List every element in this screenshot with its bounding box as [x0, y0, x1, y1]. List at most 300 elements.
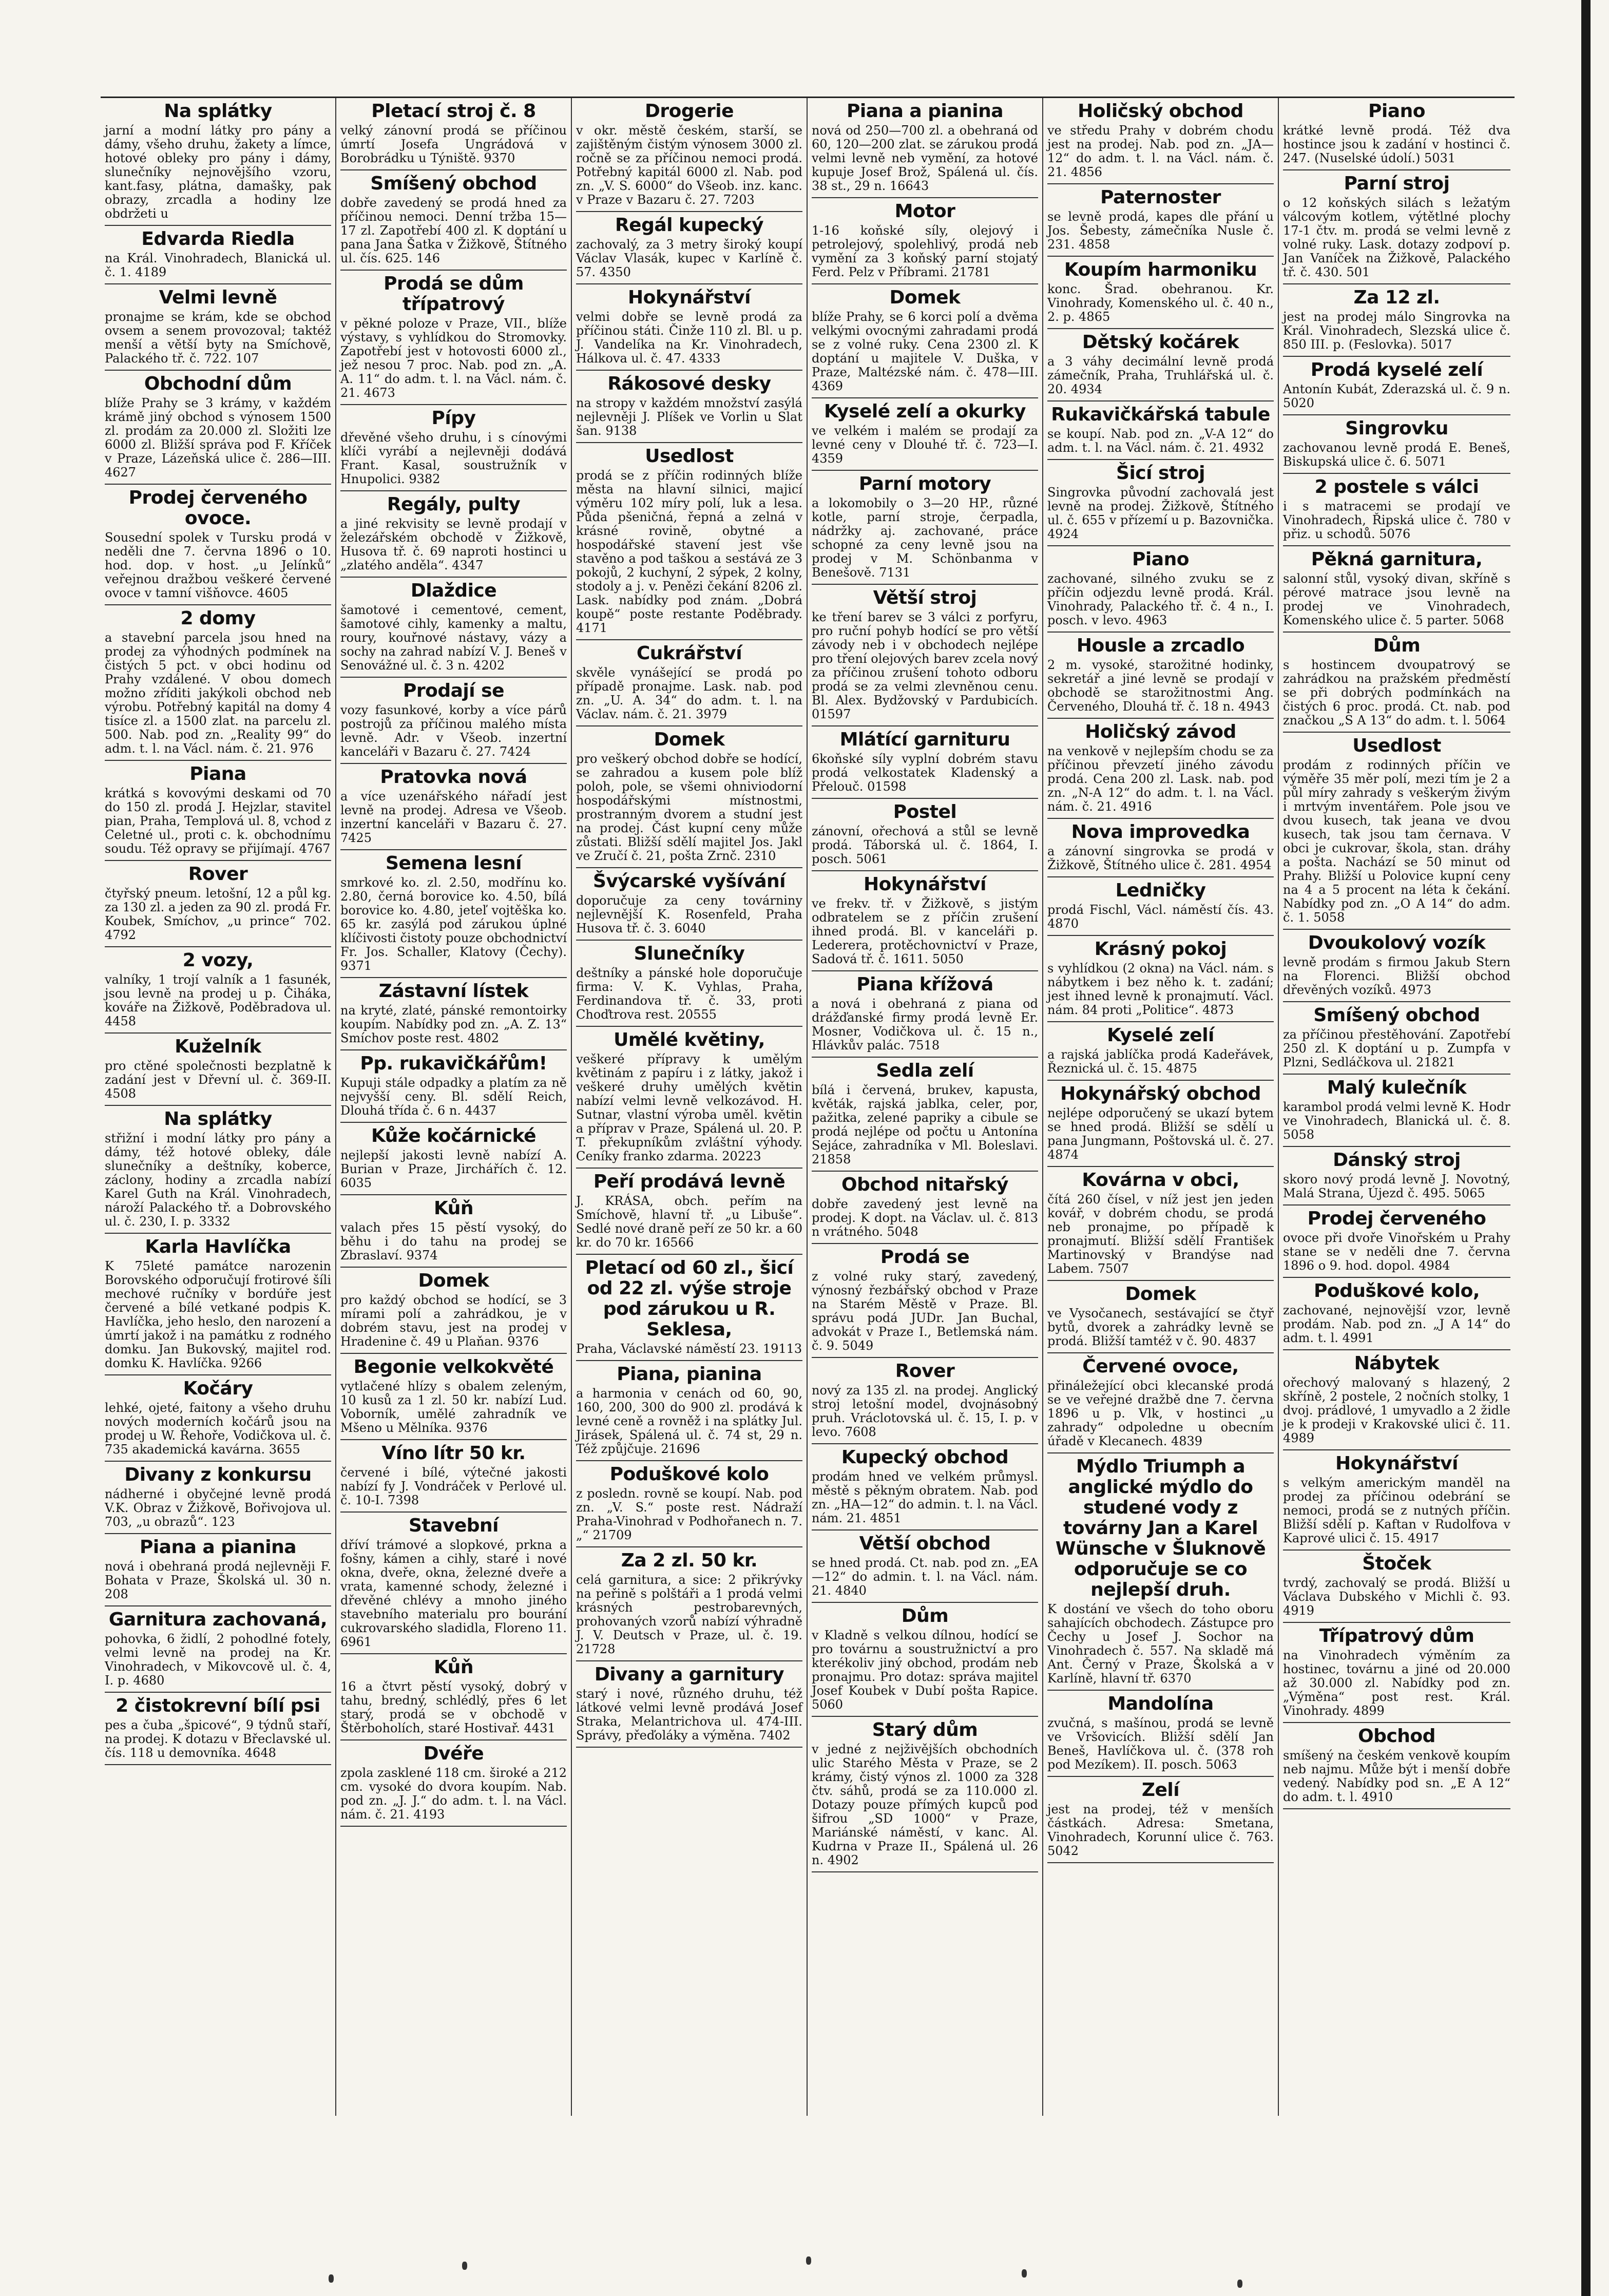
- classified-ad: [105, 1034, 331, 1106]
- classified-ad: [1047, 936, 1274, 1022]
- ad-body: o 12 koňských silách s ležatým válcovým kotlem, výtětlné plochy 17-1 čtv. m. prodá se velmi levně z volné ruky. Lask. dotazy zodpoví p. Jan Vaníček na Žižkově, Palackého tř. č. 430. 501: [1283, 196, 1510, 279]
- ad-title: Prodej červeného ovoce.: [128, 487, 308, 529]
- print-dot: [1022, 2269, 1027, 2278]
- classified-ad: [1047, 1453, 1274, 1691]
- ad-body: ovoce při dvoře Vinořském u Prahy stane se v neděli dne 7. června 1896 o 9. hod. dopol. 4984: [1283, 1231, 1510, 1273]
- classified-ad: [812, 871, 1038, 971]
- ad-title: Třípatrový dům: [1319, 1625, 1474, 1647]
- ad-body: blíže Prahy, se 6 korci polí a dvěma velkými ovocnými zahradami prodá se z volné ruky. Cena 2300 zl. K doptání u majitele V. Duška, v Praze, Maltézské nám. č. 478—III. 4369: [812, 310, 1038, 393]
- ad-title: Piana: [189, 763, 246, 785]
- ad-body: K dostání ve všech do toho oboru sahajících obchodech. Zástupce pro Čechy u Josef J. Sochor na Vinohradech č. 557. Na skladě má Ant. Černý v Praze, Školská a v Karlíně, hlavní tř. 6370: [1047, 1602, 1274, 1686]
- classified-ad: [576, 1255, 802, 1361]
- classified-ad: [105, 485, 331, 605]
- ad-body: smíšený na českém venkově koupím neb najmu. Může být i menší dobře vedený. Nabídky pod sn. „E A 12“ do adm. t. l. 4910: [1283, 1748, 1510, 1804]
- classified-ad: [1283, 170, 1510, 284]
- classified-ad: [1047, 1022, 1274, 1081]
- classified-ad: [812, 1603, 1038, 1717]
- ad-title: Rákosové desky: [607, 373, 771, 394]
- ad-title: Pípy: [431, 408, 476, 429]
- ad-body: a více uzenářského nářadí jest levně na prodej. Adresa ve Všeob. inzertní kanceláři v Bazaru č. 27. 7425: [340, 789, 567, 845]
- ad-body: a 3 váhy decimální levně prodá zámečník, Praha, Truhlářská ul. č. 20. 4934: [1047, 354, 1274, 396]
- classified-ad: [1283, 1206, 1510, 1278]
- column-6: [1279, 98, 1515, 2116]
- classified-ad: [576, 726, 802, 868]
- classified-ad: [105, 1106, 331, 1234]
- classified-ad: [105, 1234, 331, 1375]
- ad-title: Větší stroj: [873, 587, 977, 608]
- ad-body: K 75leté památce narozenin Borovského odporučují frotirové šíli mechové ručníky v bordúře jest červené a bílé vetkané podpis K. Havlíčka, jeho heslo, den narození a úmrtí jakož i na památku z rodného domku. Jan Bukovský, majitel rod. domku K. Havlíčka. 9266: [105, 1259, 331, 1370]
- ad-title: Regál kupecký: [615, 215, 764, 236]
- ad-body: ve Vysočanech, sestávající se čtyř bytů, dvorek a zahrádky levně se prodá. Bližší tamtéž v č. 90. 4837: [1047, 1306, 1274, 1348]
- classified-ad: [105, 1606, 331, 1693]
- ad-title: Piana a pianina: [846, 101, 1004, 122]
- ad-title: Begonie velkokvěté: [353, 1356, 554, 1377]
- classified-ad: [812, 1717, 1038, 1872]
- ad-body: ve velkém i malém se prodají za levné ceny v Dlouhé tř. č. 723—I. 4359: [812, 424, 1038, 466]
- ad-body: skvěle vynášející se prodá po případě pronajme. Lask. nab. pod zn. „U. A. 34“ do adm. t. l. na Václav. nám. č. 21. 3979: [576, 665, 802, 721]
- classified-ad: [812, 198, 1038, 284]
- ad-title: Prodá se dům třípatrový: [384, 273, 524, 315]
- classified-ad: [340, 491, 567, 578]
- classified-ad: [1047, 1281, 1274, 1353]
- classified-ad: [576, 868, 802, 941]
- ad-body: velký zánovní prodá se příčinou úmrtí Josefa Ungrádová v Borobrádku u Týniště. 9370: [340, 123, 567, 165]
- ad-body: zachované, silného zvuku se z příčin odjezdu levně prodá. Král. Vinohrady, Palackého tř. č. 4 n., I. posch. v levo. 4963: [1047, 571, 1274, 627]
- ad-body: bílá i červená, brukev, kapusta, květák, rajská jablka, celer, por, pažitka, zelené papriky a cibule se prodá nejlépe od počtu u Antonína Sejáce, zahradníka v Ml. Boleslavi. 21858: [812, 1083, 1038, 1166]
- ad-body: a jiné rekvisity se levně prodají v železářském obchodě v Žižkově, Husova tř. č. 69 naproti hostinci u „zlatého anděla“. 4347: [340, 516, 567, 572]
- ad-title: Na splátky: [164, 1108, 272, 1130]
- classified-ad: [340, 678, 567, 764]
- ad-body: na Král. Vinohradech, Blanická ul. č. 1. 4189: [105, 251, 331, 279]
- classified-ad: [340, 1195, 567, 1268]
- ad-body: střižní i modní látky pro pány a dámy, též hotové obleky, dále slunečníky a deštníky, koberce, záclony, hodiny a zrcadla nabízí Karel Guth na Král. Vinohradech, nároží Palackého tř. a Dobrovského ul. č. 230, I. p. 3332: [105, 1131, 331, 1229]
- classified-ad: [812, 284, 1038, 398]
- classified-ad: [1283, 1551, 1510, 1623]
- ad-title: Šicí stroj: [1116, 463, 1205, 484]
- ad-title: Slunečníky: [634, 943, 745, 964]
- classified-ad: [1283, 1350, 1510, 1450]
- ad-body: krátká s kovovými deskami od 70 do 150 zl. prodá J. Hejzlar, stavitel pian, Praha, Templová ul. 8, vchod z Celetné ul., proti c. k. obchodnímu soudu. Též opravy se přijímají. 4767: [105, 786, 331, 856]
- ad-title: Nábytek: [1354, 1353, 1440, 1374]
- classified-ad: [1283, 546, 1510, 633]
- ad-body: jest na prodej, též v menších částkách. Adresa: Smetana, Vinohradech, Korunní ulice č. 763. 5042: [1047, 1802, 1274, 1858]
- ad-body: prodám hned ve velkém průmysl. městě s pěkným obratem. Nab. pod zn. „HA—12“ do admin. t. l. na Václ. nám. 21. 4851: [812, 1469, 1038, 1525]
- classified-ad: [812, 1244, 1038, 1358]
- ad-title: Piana křížová: [856, 974, 993, 995]
- classified-ad: [1047, 257, 1274, 329]
- ad-title: Za 2 zl. 50 kr.: [621, 1550, 758, 1571]
- classified-ad: [576, 640, 802, 726]
- ad-title: Housle a zrcadlo: [1076, 635, 1245, 656]
- classified-ad: [812, 726, 1038, 799]
- ad-body: 2 m. vysoké, starožitné hodinky, sekretář a jiné levně se prodají v obchodě se starožitnostmi Ang. Červeného, Dlouhá tř. č. 18 n. 4943: [1047, 658, 1274, 714]
- ad-body: nová od 250—700 zl. a obehraná od 60, 120—200 zlat. se zárukou prodá velmi levně neb vymění, za hotové kupuje Josef Brož, Spálená ul. čís. 38 st., 29 n. 16643: [812, 123, 1038, 193]
- ad-body: prodá se z příčin rodinných blíže města na hlavní silnici, majicí výměru 102 míry polí, luk a lesa. Půda pšeničná, řepná a zelná v krásné rovině, obytné a hospodářské stavení jest vše stavěno a pod taškou a sestává ze 3 pokojů, 2 kuchyní, 2 sýpek, 2 kolny, stodoly a j. v. Penězi čekání 8206 zl. Lask. nabídky pod znám. „Dobrá koupě“ poste restante Poděbrady. 4171: [576, 468, 802, 635]
- print-dot: [806, 2256, 811, 2265]
- ad-body: nejlepší jakosti levně nabízí A. Burian v Praze, Jirchářích č. 12. 6035: [340, 1148, 567, 1190]
- ad-title: Dvoukolový vozík: [1308, 932, 1486, 953]
- ad-body: pro ctěné společnosti bezplatně k zadání jest v Dřevní ul. č. 369-II. 4508: [105, 1059, 331, 1101]
- classified-ad: [340, 1354, 567, 1440]
- ad-body: s hostincem dvoupatrový se zahrádkou na pražském předměstí se při dobrých podmínkách na čistých 6 proc. prodá. Ct. nab. pod značkou „S A 13“ do adm. t. l. 5064: [1283, 658, 1510, 728]
- ad-body: 1-16 koňské síly, olejový i petrolejový, spolehlivý, prodá neb vymění za 3 koňský parní stojatý Ferd. Pelz v Příbrami. 21781: [812, 223, 1038, 279]
- ad-title: Mlátící garnituru: [839, 729, 1010, 750]
- ad-title: Holičský obchod: [1078, 101, 1243, 122]
- classified-ad: [1047, 98, 1274, 184]
- classified-ad: [340, 1050, 567, 1123]
- ad-body: ve středu Prahy v dobrém chodu jest na prodej. Nab. pod zn. „JA—12“ do adm. t. l. na Václ. nám. č. 21. 4856: [1047, 123, 1274, 179]
- ad-body: nádherné i obyčejné levně prodá V.K. Obraz v Žižkově, Bořivojova ul. 703, „u obrazů“. 123: [105, 1487, 331, 1529]
- ad-title: Víno lítr 50 kr.: [381, 1443, 526, 1464]
- ad-title: Sedla zelí: [876, 1060, 974, 1081]
- ad-body: Singrovka původní zachovalá jest levně na prodej. Žižkově, Štítného ul. č. 655 v přízemí u p. Bazovnička. 4924: [1047, 485, 1274, 541]
- ad-title: Usedlost: [645, 446, 734, 467]
- classified-ad: [1283, 1623, 1510, 1723]
- classified-ad: [1047, 877, 1274, 936]
- ad-body: se hned prodá. Ct. nab. pod zn. „EA—12“ do admin. t. l. na Václ. nám. 21. 4840: [812, 1556, 1038, 1598]
- ad-body: zpola zasklené 118 cm. široké a 212 cm. vysoké do dvora koupím. Nab. pod zn. „J. J.“ do adm. t. l. na Václ. nám. č. 21. 4193: [340, 1766, 567, 1822]
- classified-ad: [105, 371, 331, 485]
- classified-ad: [1283, 1147, 1510, 1206]
- ad-body: vozy fasunkové, korby a více párů postrojů za příčinou malého místa levně. Adr. v Všeob. inzertní kanceláři v Bazaru č. 27. 7424: [340, 703, 567, 759]
- classified-ad: [340, 271, 567, 405]
- ad-title: Obchod: [1358, 1726, 1435, 1747]
- classified-ad: [1283, 733, 1510, 930]
- ad-title: Štoček: [1362, 1553, 1431, 1574]
- ad-body: pro veškerý obchod dobře se hodící, se zahradou a kusem pole blíž poloh, pole, se všemi ohniviodorní hospodářskými místnostmi, prostranným dvorem a studní jest na prodej. Část kupní ceny může zůstati. Bližší sdělí majitel Jos. Jakl ve Zručí č. 21, pošta Zrnč. 2310: [576, 752, 802, 863]
- ad-body: Antonín Kubát, Zderazská ul. č. 9 n. 5020: [1283, 382, 1510, 410]
- classified-ad: [1047, 633, 1274, 719]
- ad-title: Drogerie: [644, 101, 734, 122]
- classified-ad: [340, 978, 567, 1050]
- classified-ad: [105, 1693, 331, 1765]
- ad-body: blíže Prahy se 3 krámy, v každém krámě jiný obchod s výnosem 1500 zl. prodám za 20.000 zl. Složiti lze 6000 zl. Bližší správa pod F. Kříček v Praze, Lázeňská ulice č. 286—III. 4627: [105, 396, 331, 480]
- ad-title: Semena lesní: [386, 853, 522, 874]
- ad-title: Dětský kočárek: [1082, 332, 1239, 353]
- ad-title: Holičský závod: [1085, 721, 1236, 742]
- ad-body: se koupí. Nab. pod zn. „V-A 12“ do adm. t. l. na Václ. nám. č. 21. 4932: [1047, 427, 1274, 455]
- column-1: [101, 98, 336, 2116]
- ad-body: na kryté, zlaté, pánské remontoirky koupím. Nabídky pod zn. „A. Z. 13“ Smíchov poste rest. 4802: [340, 1003, 567, 1045]
- ad-title: Malý kulečník: [1327, 1077, 1467, 1098]
- ad-title: Pěkná garnitura,: [1311, 549, 1483, 570]
- scan-edge: [1581, 0, 1591, 2296]
- ad-body: červené i bílé, výtečné jakosti nabízí fy J. Vondráček v Perlové ul. č. 10-I. 7398: [340, 1465, 567, 1507]
- ad-title: Mandolína: [1107, 1693, 1214, 1714]
- column-5: [1043, 98, 1279, 2116]
- ad-body: celá garnitura, a sice: 2 přikrývky na peřině s polštáři a 1 prodá velmi krásných pestrobarevných, prohovaných vzorů nabízí výhradně J. V. Deutsch v Praze, ul. č. 19. 21728: [576, 1573, 802, 1656]
- ad-title: Hokynářský obchod: [1060, 1083, 1261, 1104]
- ad-body: skoro nový prodá levně J. Novotný, Malá Strana, Újezd č. 495. 5065: [1283, 1172, 1510, 1200]
- ad-body: jarní a modní látky pro pány a dámy, všeho druhu, žakety a límce, hotové obleky pro pány i dámy, slunečníky nejnovějšího vzoru, kant.fasy, plátna, damašky, pak obrazy, zrcadla a hodiny lze obdržeti u: [105, 123, 331, 221]
- classified-ad: [105, 861, 331, 947]
- classified-ad: [812, 471, 1038, 585]
- classified-ad: [812, 971, 1038, 1058]
- ad-title: Edvarda Riedla: [141, 228, 295, 250]
- ad-body: se levně prodá, kapes dle přání u Jos. Šebesty, zámečníka Nusle č. 231. 4858: [1047, 209, 1274, 252]
- ad-body: pes a čuba „špicové“, 9 týdnů staří, na prodej. K dotazu v Břeclavské ul. čís. 118 u demovníka. 4648: [105, 1718, 331, 1760]
- ad-title: Prodá se: [880, 1247, 970, 1268]
- ad-body: zachované, nejnovější vzor, levně prodám. Nab. pod zn. „J A 14“ do adm. t. l. 4991: [1283, 1303, 1510, 1345]
- ad-body: lehké, ojeté, faitony a všeho druhu nových moderních kočárů jsou na prodej u W. Řehoře, Vodičkova ul. č. 735 akademická kavárna. 3655: [105, 1401, 331, 1457]
- ad-title: Kupecký obchod: [841, 1447, 1009, 1468]
- ad-body: nejlépe odporučený se ukazí bytem se hned prodá. Bližší se sdělí u pana Jungmann, Poštovská ul. č. 27. 4874: [1047, 1106, 1274, 1162]
- ad-body: a stavební parcela jsou hned na prodej za výhodných podmínek na čistých 5 pct. v obci hodinu od Prahy vzdálené. V obou domech možno zříditi jakýkoli obchod neb výrobu. Potřebný kapitál na domy 4 tisíce zl. a 1500 zlat. na parcelu zl. 500. Nab. pod zn. „Reality 99“ do adm. t. l. na Václ. nám. č. 21. 976: [105, 630, 331, 756]
- classified-ad: [812, 1530, 1038, 1603]
- classified-ad: [1283, 1002, 1510, 1075]
- ad-title: Cukrářství: [636, 643, 742, 664]
- ad-body: zánovní, ořechová a stůl se levně prodá. Táborská ul. č. 1864, I. posch. 5061: [812, 824, 1038, 866]
- classified-ad: [576, 1169, 802, 1255]
- classified-ad: [340, 1123, 567, 1195]
- classified-ad: [576, 1547, 802, 1661]
- classified-ad: [812, 1058, 1038, 1172]
- ad-title: Červené ovoce,: [1082, 1356, 1239, 1377]
- ad-title: Zelí: [1141, 1780, 1180, 1801]
- ad-title: Domek: [1125, 1284, 1196, 1305]
- ad-title: Hokynářství: [1335, 1453, 1458, 1474]
- classified-ad: [1283, 930, 1510, 1002]
- ad-title: Divany a garnitury: [594, 1664, 784, 1685]
- ad-body: ke tření barev se 3 válci z porfyru, pro ruční pohyb hodící se pro větší závody neb i v obchodech nejlépe pro tření olejových barev zcela nový za příčinou zrušení tohoto odboru prodá se za velmi zlevněnou cenu. Bl. Alex. Bydžovský v Pardubicích. 01597: [812, 610, 1038, 721]
- classified-ad: [1047, 460, 1274, 546]
- ad-title: Kuželník: [175, 1036, 261, 1057]
- classified-ad: [105, 98, 331, 226]
- ad-title: Prodej červeného: [1307, 1208, 1486, 1229]
- ad-title: Parní motory: [858, 473, 991, 494]
- ad-title: Kočáry: [183, 1378, 253, 1399]
- ad-title: Paternoster: [1100, 187, 1221, 208]
- ad-body: na stropy v každém množství zasýlá nejlevněji J. Plíšek ve Vorlin u Slat šan. 9138: [576, 396, 802, 438]
- ad-body: valníky, 1 trojí valník a 1 fasunék, jsou levně na prodej u p. Čiháka, kováře na Žižkově, Poděbradova ul. 4458: [105, 972, 331, 1028]
- ad-title: Poduškové kolo,: [1313, 1280, 1480, 1302]
- ad-body: v Kladně s velkou dílnou, hodící se pro továrnu a soustružnictví a pro kterékoliv jiný obchod, prodám neb pronajmu. Pro dotaz: správa majitel Josef Koubek v Dubí pošta Rapice. 5060: [812, 1628, 1038, 1712]
- classified-ad: [1047, 1691, 1274, 1777]
- ad-title: 2 domy: [180, 608, 256, 629]
- classified-ad: [340, 1440, 567, 1513]
- classified-columns: [101, 97, 1515, 2116]
- ad-body: nový za 135 zl. na prodej. Anglický stroj letošní model, dvojnásobný pruh. Vráclotovská ul. č. 15, I. p. v levo. 7608: [812, 1383, 1038, 1439]
- ad-body: pohovka, 6 židlí, 2 pohodlné fotely, velmi levně na prodej na Kr. Vinohradech, v Mikovcově ul. č. 4, I. p. 4680: [105, 1632, 331, 1688]
- classified-ad: [340, 1268, 567, 1354]
- ad-body: salonní stůl, vysoký divan, skříně s pérové matrace jsou levně na prodej ve Vinohradech, Komenského ulice č. 5 parter. 5068: [1283, 571, 1510, 627]
- ad-body: na Vinohradech výměním za hostinec, továrnu a jiné od 20.000 až 30.000 zl. Nabídky pod zn. „Výměna“ post rest. Král. Vinohrady. 4899: [1283, 1648, 1510, 1718]
- classified-ad: [105, 605, 331, 761]
- ad-title: Rover: [188, 864, 248, 885]
- ad-body: valach přes 15 pěstí vysoký, do běhu i do tahu na prodej se Zbraslaví. 9374: [340, 1220, 567, 1262]
- ad-body: velmi dobře se levně prodá za příčinou státi. Činže 110 zl. Bl. u p. J. Vandelíka na Kr. Vinohradech, Hálkova ul. č. 47. 4333: [576, 310, 802, 366]
- ad-body: ořechový malovaný s hlazený, 2 skříně, 2 postele, 2 nočních stolky, 1 dvoj. prádlové, 1 umyvadlo a 2 židle je k prodeji v Krakovské ulici č. 11. 4989: [1283, 1375, 1510, 1445]
- classified-ad: [105, 947, 331, 1034]
- classified-ad: [1283, 1075, 1510, 1147]
- ad-body: smrkové ko. zl. 2.50, modřínu ko. 2.80, černá borovice ko. 4.50, bílá borovice ko. 4.80, jeteľ vojtěška ko. 65 kr. zasýlá pod zárukou úplné klíčivosti čistoty pouze obchodnictví Fr. Jos. Schaller, Klatovy (Čechy). 9371: [340, 875, 567, 973]
- ad-title: Motor: [894, 201, 955, 222]
- ad-body: v pěkné poloze v Praze, VII., blíže výstavy, s vyhlídkou do Stromovky. Zapotřebí jest v hotovosti 6000 zl., jež nesou 7 proc. Nab. pod zn. „A. A. 11“ do adm. t. l. na Václ. nám. č. 21. 4673: [340, 316, 567, 400]
- column-3: [572, 98, 808, 2116]
- column-4: [808, 98, 1043, 2116]
- ad-body: s velkým americkým manděl na prodej za příčinou odebrání se nemoci, prodá se z nutných příčin. Bližší sdělí p. Kaftan v Rudolfova v Kaprové ulici č. 15. 4917: [1283, 1476, 1510, 1545]
- ad-title: Garnitura zachovaná,: [108, 1609, 328, 1630]
- classified-ad: [105, 284, 331, 371]
- classified-ad: [1047, 1353, 1274, 1453]
- ad-title: Obchodní dům: [144, 373, 292, 394]
- ad-body: zachovalý, za 3 metry široký koupí Václav Vlasák, kupec v Karlíně č. 57. 4350: [576, 237, 802, 279]
- ad-body: za příčinou přestěhování. Zapotřebí 250 zl. K doptání u p. Zumpfa v Plzni, Sedláčkova ul. 21821: [1283, 1027, 1510, 1069]
- ad-body: z posledn. rovně se koupí. Nab. pod zn. „V. S.“ poste rest. Nádraží Praha-Vinohrad v Podhořanech n. 7. „“ 21709: [576, 1486, 802, 1542]
- ad-title: Kovárna v obci,: [1082, 1170, 1239, 1191]
- ad-title: Dánský stroj: [1333, 1150, 1461, 1171]
- ad-title: Kyselé zelí a okurky: [823, 401, 1026, 422]
- ad-body: zachovanou levně prodá E. Beneš, Biskupská ulice č. 6. 5071: [1283, 441, 1510, 469]
- ad-body: pro každý obchod se hodící, se 3 mírami polí a zahrádkou, je v dobrém stavu, jest na prodej v Hradenine č. 49 u Plaňan. 9376: [340, 1293, 567, 1349]
- classified-ad: [576, 212, 802, 284]
- classified-ad: [340, 1654, 567, 1740]
- ad-title: Smíšený obchod: [1313, 1005, 1480, 1026]
- classified-ad: [576, 284, 802, 371]
- ad-title: Piano: [1132, 549, 1189, 570]
- ad-title: Mýdlo Triumph a anglické mýdlo do studené vody z továrny Jan a Karel Wünsche v Šluknově odporučuje se co nejlepší druh.: [1055, 1456, 1266, 1600]
- ad-body: Praha, Václavské náměstí 23. 19113: [576, 1342, 802, 1356]
- ad-title: Švýcarské vyšívání: [592, 871, 786, 892]
- classified-ad: [1047, 1167, 1274, 1281]
- ad-body: starý i nové, různého druhu, též látkové velmi levně prodává Josef Straka, Melantrichova ul. 474-III. Správy, přeďoláky a výměna. 7402: [576, 1687, 802, 1743]
- ad-title: Regály, pulty: [387, 494, 521, 515]
- ad-body: a rajská jablíčka prodá Kadeřávek, Řeznická ul. č. 15. 4875: [1047, 1047, 1274, 1076]
- ad-title: Piana, pianina: [617, 1364, 762, 1385]
- ad-title: Umělé květiny,: [614, 1029, 765, 1050]
- ad-body: levně prodám s firmou Jakub Stern na Florenci. Bližší obchod dřevěných vozíků. 4973: [1283, 955, 1510, 997]
- classified-ad: [105, 226, 331, 284]
- ad-body: dříví trámové a slopkové, prkna a fošny, kámen a cihly, staré i nové okna, dveře, okna, železné dveře a vrata, kamenné schody, železné i dřevěné chlévy a mnoho jiného stavebního materialu pro bourání cukrovarského sladidla, Floreno 11. 6961: [340, 1538, 567, 1649]
- ad-title: Singrovku: [1345, 418, 1448, 439]
- classified-ad: [812, 1358, 1038, 1444]
- ad-body: dobře zavedený jest levně na prodej. K dopt. na Václav. ul. č. 813 n vrátného. 5048: [812, 1197, 1038, 1239]
- ad-body: Sousední spolek v Tursku prodá v neděli dne 7. června 1896 o 10. hod. dop. v host. „u Jelínků“ veřejnou dražbou veškeré červené ovoce v tamní višňovce. 4605: [105, 530, 331, 600]
- ad-body: pronajme se krám, kde se obchod ovsem a senem provozoval; taktéž menší a větší byty na Smíchově, Palackého tř. č. 722. 107: [105, 310, 331, 366]
- ad-body: tvrdý, zachovalý se prodá. Bližší u Václava Dubského v Michli č. 93. 4919: [1283, 1576, 1510, 1618]
- ad-title: Smíšený obchod: [370, 173, 537, 194]
- ad-title: Piano: [1368, 101, 1425, 122]
- classified-ad: [340, 1740, 567, 1827]
- ad-title: Nova improvedka: [1071, 821, 1250, 843]
- ad-body: s vyhlídkou (2 okna) na Václ. nám. s nábytkem i bez něho k. t. zadání; jest ihned levně k pronajmutí. Václ. nám. 84 proti „Politice“. 4873: [1047, 961, 1274, 1017]
- ad-title: Dvéře: [423, 1743, 484, 1764]
- ad-title: Prodá kyselé zelí: [1310, 359, 1483, 380]
- ad-title: Karla Havlíčka: [145, 1236, 291, 1257]
- ad-body: deštníky a pánské hole doporučuje firma: V. K. Vyhlas, Praha, Ferdinandova tř. č. 33, proti Choďtrova rest. 20555: [576, 966, 802, 1022]
- classified-ad: [812, 1444, 1038, 1530]
- ad-body: dřevěné všeho druhu, i s cínovými klíči vyrábí a nejlevněji dodává Frant. Kasal, soustružník v Hnupolici. 9382: [340, 430, 567, 486]
- ad-title: Hokynářství: [864, 874, 986, 895]
- ad-body: doporučuje za ceny továrniny nejlevnější K. Rosenfeld, Praha Husova tř. č. 3. 6040: [576, 893, 802, 935]
- ad-body: jest na prodej málo Singrovka na Král. Vinohradech, Slezská ulice č. 850 III. p. (Feslovka). 5017: [1283, 310, 1510, 352]
- ad-title: Domek: [654, 729, 725, 750]
- ad-body: karambol prodá velmi levně K. Hodr ve Vinohradech, Blanická ul. č. 8. 5058: [1283, 1100, 1510, 1142]
- classified-ad: [576, 371, 802, 443]
- ad-title: Rover: [895, 1361, 955, 1382]
- ad-body: Kupuji stále odpadky a platím za ně nejvyšší ceny. Bl. sdělí Reich, Dlouhá třída č. 6 n. 4437: [340, 1076, 567, 1118]
- ad-title: Za 12 zl.: [1353, 287, 1440, 308]
- classified-ad: [576, 1461, 802, 1547]
- classified-ad: [1283, 98, 1510, 170]
- classified-ad: [812, 585, 1038, 726]
- classified-ad: [105, 1375, 331, 1462]
- ad-title: Postel: [893, 801, 957, 822]
- print-dot: [329, 2274, 334, 2283]
- classified-ad: [1047, 546, 1274, 633]
- classified-ad: [1047, 1777, 1274, 1863]
- classified-ad: [576, 443, 802, 640]
- ad-title: Kůň: [433, 1657, 474, 1678]
- ad-body: přináležející obci klecanské prodá se ve veřejné dražbě dne 7. června 1896 u p. Vlk, v hostinci „u zahrady“ odpoledne u obecním úřadě v Klecanech. 4839: [1047, 1379, 1274, 1448]
- ad-body: z volné ruky starý, zavedený, výnosný řezbářský obchod v Praze na Starém Městě v Praze. Bl. správu podá JUDr. Jan Buchal, advokát v Praze I., Betlemská nám. č. 9. 5049: [812, 1269, 1038, 1353]
- ad-title: Poduškové kolo: [609, 1464, 769, 1485]
- ad-body: vytlačené hlízy s obalem zeleným, 10 kusů za 1 zl. 50 kr. nabízí Lud. Voborník, umělé zahradník ve Mšeno u Mělníka. 9376: [340, 1379, 567, 1435]
- classified-ad: [1047, 184, 1274, 257]
- ad-body: J. KRÁSA, obch. peřím na Smíchově, hlavní tř. „u Libuše“. Sedlé nové draně peří ze 50 kr. a 60 kr. do 70 kr. 16566: [576, 1194, 802, 1250]
- ad-title: Na splátky: [164, 101, 272, 122]
- ad-body: dobře zavedený se prodá hned za příčinou nemoci. Denní tržba 15—17 zl. Zapotřebí 400 zl. K doptání u pana Jana Šatka v Žižkově, Štítného ul. čís. 625. 146: [340, 196, 567, 265]
- print-dot: [462, 2262, 467, 2270]
- print-dot: [1237, 2280, 1242, 2288]
- ad-body: v okr. městě českém, starší, se zajištěným čistým výnosem 3000 zl. ročně se za příčinou nemoci prodá. Potřebný kapitál 6000 zl. Nab. pod zn. „V. S. 6000“ do Všeob. inz. kanc. v Praze v Bazaru č. 27. 7203: [576, 123, 802, 207]
- classified-ad: [1047, 819, 1274, 877]
- ad-title: Piana a pianina: [139, 1537, 297, 1558]
- ad-body: v jedné z nejživějších obchodních ulic Starého Města v Praze, se 2 krámy, čistý výnos zl. 1000 za 328 čtv. sáhů, prodá se za 110.000 zl. Dotazy pouze přímých kupců pod šifrou „SD 1000“ v Praze, Mariánské náměstí, v kanc. Al. Kudrna v Praze II., Spálená ul. 26 n. 4902: [812, 1742, 1038, 1867]
- ad-body: 16 a čtvrt pěstí vysoký, dobrý v tahu, bredný, schlédlý, přes 6 let starý, prodá se v obchodě v Štěrboholích, staré Hostivař. 4431: [340, 1679, 567, 1735]
- ad-title: Krásný pokoj: [1094, 939, 1227, 960]
- classified-ad: [340, 170, 567, 271]
- classified-ad: [812, 799, 1038, 871]
- ad-title: Obchod nitařský: [841, 1174, 1008, 1195]
- classified-ad: [812, 1172, 1038, 1244]
- classified-ad: [1283, 633, 1510, 733]
- ad-title: Dům: [901, 1605, 949, 1627]
- ad-body: šamotové i cementové, cement, šamotové cihly, kamenky a maltu, roury, kouřnové nástavy, vázy a sochy na zahrad nabízí V. J. Beneš v Senovážné ul. č. 3 n. 4202: [340, 603, 567, 673]
- classified-ad: [1047, 1081, 1274, 1167]
- classified-ad: [105, 1462, 331, 1534]
- ad-body: a nová i obehraná z piana od drážďanské firmy prodá levně Er. Mosner, Vodičkova ul. č. 15 n., Hlávkův palác. 7518: [812, 997, 1038, 1053]
- ad-body: zvučná, s mašínou, prodá se levně ve Vršovicích. Bližší sdělí Jan Beneš, Havlíčkova ul. č. (378 roh pod Mezíkem). II. posch. 5063: [1047, 1716, 1274, 1772]
- classified-ad: [340, 764, 567, 850]
- classified-ad: [576, 98, 802, 212]
- classified-ad: [340, 1513, 567, 1654]
- ad-body: prodá Fischl, Václ. náměstí čís. 43. 4870: [1047, 903, 1274, 931]
- ad-title: Domek: [889, 287, 961, 308]
- ad-title: Domek: [418, 1270, 489, 1291]
- column-2: [336, 98, 572, 2116]
- classified-ad: [576, 941, 802, 1027]
- ad-title: Peří prodává levně: [593, 1171, 786, 1192]
- classified-ad: [1047, 329, 1274, 401]
- ad-body: nová i obehraná prodá nejlevněji F. Bohata v Praze, Školská ul. 30 n. 208: [105, 1559, 331, 1601]
- ad-title: Pp. rukavičkářům!: [360, 1053, 547, 1074]
- ad-title: Divany z konkursu: [124, 1464, 312, 1485]
- ad-title: Zástavní lístek: [378, 981, 529, 1002]
- classified-ad: [340, 405, 567, 491]
- ad-body: prodám z rodinných příčin ve výměře 35 měr polí, mezi tím je 2 a půl míry zahrady s veškerým živým i mrtvým inventářem. Pole jsou ve dvou kusech, tak jeana ve dvou kusech, tak jsou tam černava. V obci je cukrovar, škola, stan. dráhy a pošta. Nachází se 50 minut od Prahy. Bližší u Polovice kupní ceny na 4 a 5 procent na léta k čekání. Nabídky pod zn. „O A 14“ do adm. č. 1. 5058: [1283, 758, 1510, 925]
- ad-title: Pletací od 60 zl., šicí od 22 zl. výše stroje pod zárukou u R. Seklesa,: [585, 1257, 794, 1340]
- classified-ad: [1047, 719, 1274, 819]
- classified-ad: [576, 1027, 802, 1169]
- ad-body: a harmonia v cenách od 60, 90, 160, 200, 300 do 900 zl. prodává k levné ceně a rovněž i na splátky Jul. Jirásek, Spálená ul. č. 74 st, 29 n. Též způjčuje. 21696: [576, 1386, 802, 1456]
- classified-ad: [1283, 1723, 1510, 1809]
- ad-title: Kyselé zelí: [1107, 1025, 1214, 1046]
- classified-ad: [1283, 1450, 1510, 1551]
- ad-body: i s matracemi se prodají ve Vinohradech, Řipská ulice č. 780 v přiz. u schodů. 5076: [1283, 499, 1510, 541]
- classified-ad: [812, 398, 1038, 471]
- ad-title: Ledničky: [1115, 880, 1206, 901]
